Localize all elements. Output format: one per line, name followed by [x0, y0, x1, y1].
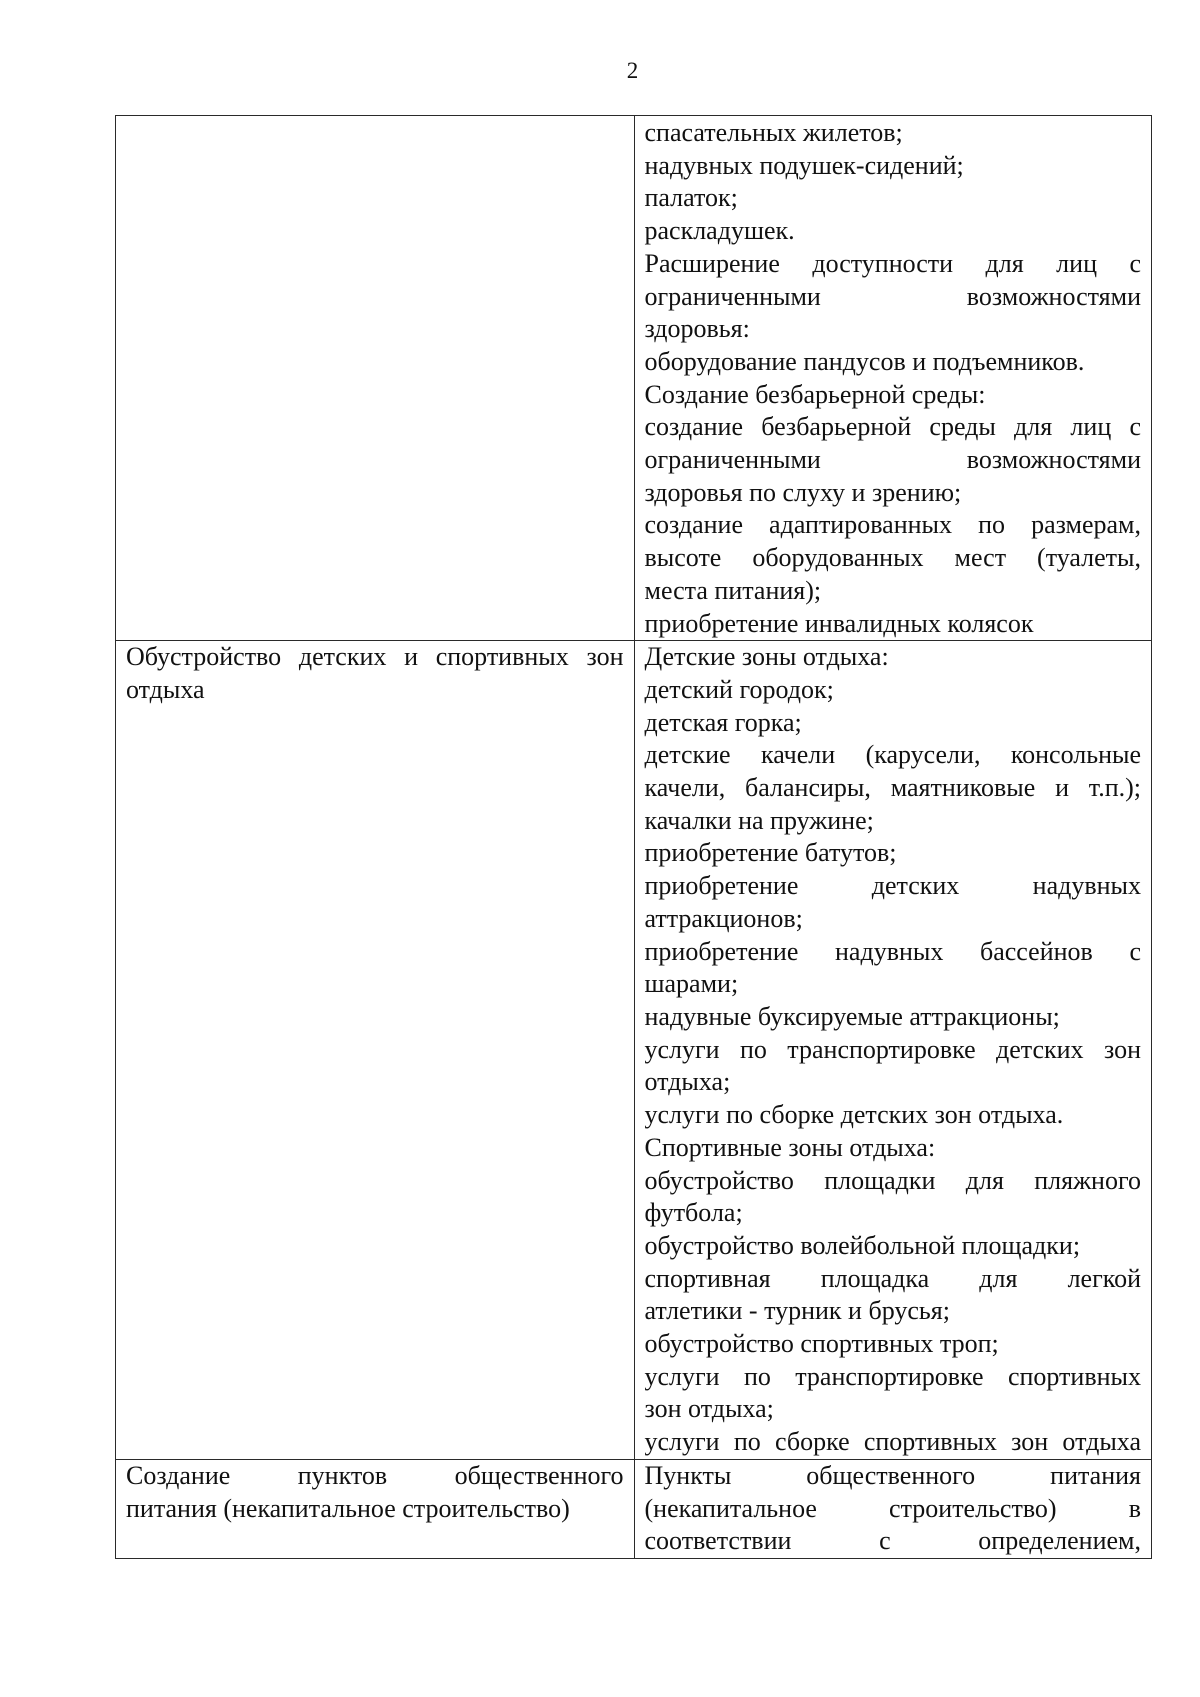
cell-text-line: отдыха	[126, 674, 205, 704]
cell-text-line: Спортивные зоны отдыха:	[644, 1132, 936, 1162]
cell-text-line: Обустройство детских и спортивных зон	[126, 642, 624, 672]
cell-text-line: качалки на пружине;	[644, 805, 874, 835]
table-row	[116, 1459, 1152, 1558]
cell-text-line: места питания);	[644, 575, 822, 605]
cell-text-line: футбола;	[644, 1198, 743, 1228]
cell-text-line: Детские зоны отдыха:	[644, 642, 889, 672]
cell-text-line: зон отдыха;	[644, 1394, 774, 1424]
cell-text-line: услуги по сборке детских зон отдыха.	[644, 1100, 1064, 1130]
cell-text-line: Создание пунктов общественного	[126, 1460, 624, 1490]
cell-text-line: детский городок;	[644, 674, 834, 704]
cell-text-line: приобретение инвалидных колясок	[644, 608, 1034, 638]
cell-text-line: оборудование пандусов и подъемников.	[644, 346, 1085, 376]
cell-text-line: раскладушек.	[644, 216, 795, 246]
cell-text-line: обустройство спортивных троп;	[644, 1329, 999, 1359]
cell-text-line: Создание безбарьерной среды:	[644, 379, 986, 409]
cell-text-line: надувных подушек-сидений;	[644, 150, 964, 180]
cell-text-line: высоте оборудованных мест (туалеты,	[644, 543, 1141, 573]
table-cell-right	[634, 641, 1152, 1460]
cell-text-line: шарами;	[644, 969, 739, 999]
cell-text-line: качели, балансиры, маятниковые и т.п.);	[644, 773, 1141, 803]
cell-text-line: услуги по транспортировке спортивных	[644, 1361, 1141, 1391]
cell-text-line: обустройство волейбольной площадки;	[644, 1230, 1081, 1260]
table-cell-left	[116, 1459, 635, 1558]
cell-text-line: ограниченными возможностями	[644, 281, 1141, 311]
cell-text-line: приобретение детских надувных	[644, 871, 1141, 901]
table-row	[116, 641, 1152, 1460]
cell-text-line: здоровья по слуху и зрению;	[644, 477, 962, 507]
cell-text-line: приобретение надувных бассейнов с	[644, 936, 1141, 966]
cell-text-line: обустройство площадки для пляжного	[644, 1165, 1141, 1195]
cell-text-line: соответствии с определением,	[644, 1526, 1141, 1556]
cell-text-line: ограниченными возможностями	[644, 445, 1141, 475]
cell-text-line: Расширение доступности для лиц с	[644, 248, 1141, 278]
cell-text-line: (некапитальное строительство) в	[644, 1493, 1141, 1523]
cell-text-line: услуги по транспортировке детских зон	[644, 1034, 1141, 1064]
cell-text-line: атлетики - турник и брусья;	[644, 1296, 950, 1326]
table-cell-left	[116, 641, 635, 1460]
cell-text-line: надувные буксируемые аттракционы;	[644, 1001, 1060, 1031]
cell-text-line: создание безбарьерной среды для лиц с	[644, 412, 1141, 442]
table-cell-left	[116, 116, 635, 641]
table-cell-right	[634, 1459, 1152, 1558]
cell-text-line: здоровья:	[644, 314, 750, 344]
cell-text-line: аттракционов;	[644, 903, 803, 933]
cell-text-line: спортивная площадка для легкой	[644, 1263, 1141, 1293]
table-cell-right	[634, 116, 1152, 641]
cell-text-line: приобретение батутов;	[644, 838, 897, 868]
content-table	[115, 115, 1152, 1559]
cell-text-line: услуги по сборке спортивных зон отдыха	[644, 1427, 1141, 1457]
cell-text-line: создание адаптированных по размерам,	[644, 510, 1141, 540]
cell-text-line: питания (некапитальное строительство)	[126, 1493, 570, 1523]
cell-text-line: отдыха;	[644, 1067, 731, 1097]
cell-text-line: детские качели (карусели, консольные	[644, 740, 1141, 770]
cell-text-line: Пункты общественного питания	[644, 1460, 1141, 1490]
cell-text-line: детская горка;	[644, 707, 802, 737]
cell-text-line: спасательных жилетов;	[644, 118, 903, 147]
cell-text-line: палаток;	[644, 183, 738, 213]
page-number: 2	[626, 58, 639, 83]
table-row	[116, 116, 1152, 641]
